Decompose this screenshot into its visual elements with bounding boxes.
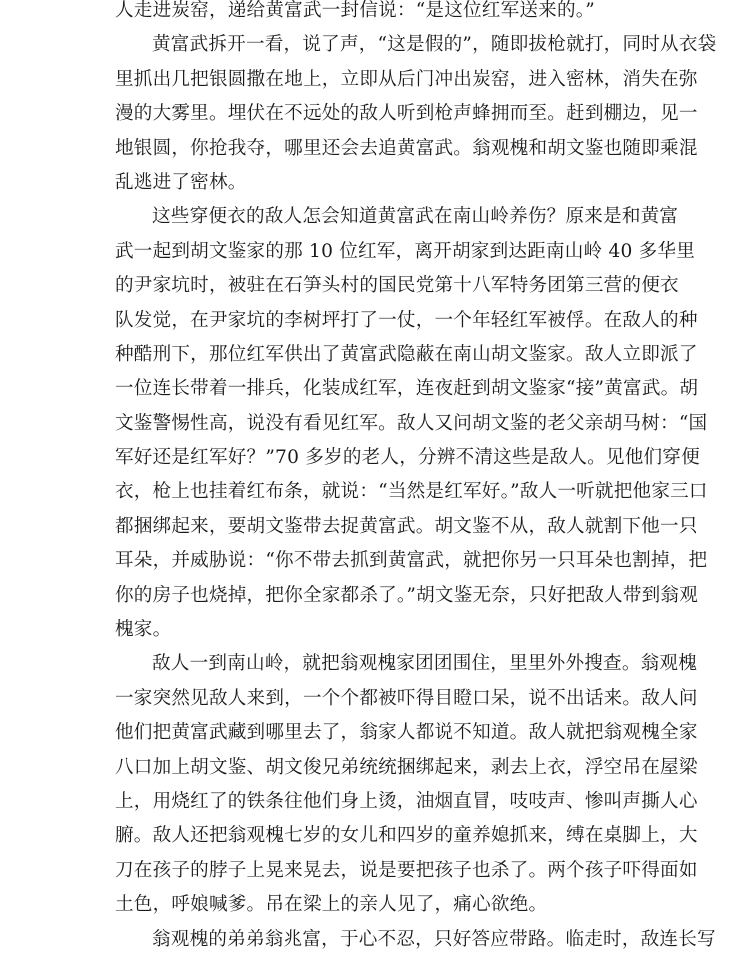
- text-line: 都捆绑起来，要胡文鉴带去捉黄富武。胡文鉴不从，敌人就割下他一只: [115, 515, 698, 537]
- text-line: 你的房子也烧掉，把你全家都杀了。”胡文鉴无奈，只好把敌人带到翁观: [115, 584, 699, 606]
- text-line: 武一起到胡文鉴家的那 10 位红军，离开胡家到达距南山岭 40 多华里: [115, 240, 695, 262]
- text-line: 乱逃进了密林。: [115, 171, 247, 193]
- text-line: 翁观槐的弟弟翁兆富，于心不忍，只好答应带路。临走时，敌连长写: [152, 928, 716, 950]
- text-line: 耳朵，并威胁说：“你不带去抓到黄富武，就把你另一只耳朵也割掉，把: [115, 550, 708, 572]
- text-line: 黄富武拆开一看，说了声，“这是假的”，随即拔枪就打，同时从衣袋: [152, 34, 717, 56]
- text-line: 一位连长带着一排兵，化装成红军，连夜赶到胡文鉴家“接”黄富武。胡: [115, 378, 699, 400]
- text-line: 刀在孩子的脖子上晃来晃去，说是要把孩子也杀了。两个孩子吓得面如: [115, 859, 698, 881]
- text-line: 文鉴警惕性高，说没有看见红军。敌人又问胡文鉴的老父亲胡马树：“国: [115, 412, 708, 434]
- text-line: 他们把黄富武藏到哪里去了，翁家人都说不知道。敌人就把翁观槐全家: [115, 722, 698, 744]
- text-line: 槐家。: [115, 619, 172, 641]
- text-line: 这些穿便衣的敌人怎会知道黄富武在南山岭养伤？原来是和黄富: [152, 206, 679, 228]
- text-line: 腑。敌人还把翁观槐七岁的女儿和四岁的童养媳抓来，缚在桌脚上，大: [115, 825, 698, 847]
- text-line: 的尹家坑时，被驻在石笋头村的国民党第十八军特务团第三营的便衣: [115, 275, 679, 297]
- paragraph: [115, 923, 716, 957]
- text-line: 敌人一到南山岭，就把翁观槐家团团围住，里里外外搜查。翁观槐: [152, 653, 698, 675]
- text-line: 种酷刑下，那位红军供出了黄富武隐蔽在南山胡文鉴家。敌人立即派了: [115, 343, 698, 365]
- text-line: 里抓出几把银圆撒在地上，立即从后门冲出炭窑，进入密林，消失在弥: [115, 68, 698, 90]
- text-line: 上，用烧红了的铁条往他们身上烫，油烟直冒，吱吱声、惨叫声撕人心: [115, 790, 698, 812]
- text-line: 土色，呼娘喊爹。吊在梁上的亲人见了，痛心欲绝。: [115, 894, 548, 916]
- text-line: 一家突然见敌人来到，一个个都被吓得目瞪口呆，说不出话来。敌人问: [115, 687, 698, 709]
- text-line: 衣，枪上也挂着红布条，就说：“当然是红军好。”敌人一听就把他家三口: [115, 481, 708, 503]
- text-line: 漫的大雾里。埋伏在不远处的敌人听到枪声蜂拥而至。赶到棚边，见一: [115, 103, 698, 125]
- text-line: 人走进炭窑，递给黄富武一封信说：“是这位红军送来的。”: [115, 0, 595, 21]
- text-line: 八口加上胡文鉴、胡文俊兄弟统统捆绑起来，剥去上衣，浮空吊在屋梁: [115, 756, 698, 778]
- paragraph: [115, 200, 708, 647]
- paragraph: [115, 0, 662, 28]
- text-line: 队发觉，在尹家坑的李树坪打了一仗，一个年轻红军被俘。在敌人的种: [115, 309, 698, 331]
- text-line: 地银圆，你抢我夺，哪里还会去追黄富武。翁观槐和胡文鉴也随即乘混: [115, 137, 698, 159]
- document-page: [115, 0, 717, 957]
- text-line: 军好还是红军好？”70 多岁的老人，分辨不清这些是敌人。见他们穿便: [115, 447, 700, 469]
- paragraph: [115, 647, 698, 922]
- paragraph: [115, 28, 717, 200]
